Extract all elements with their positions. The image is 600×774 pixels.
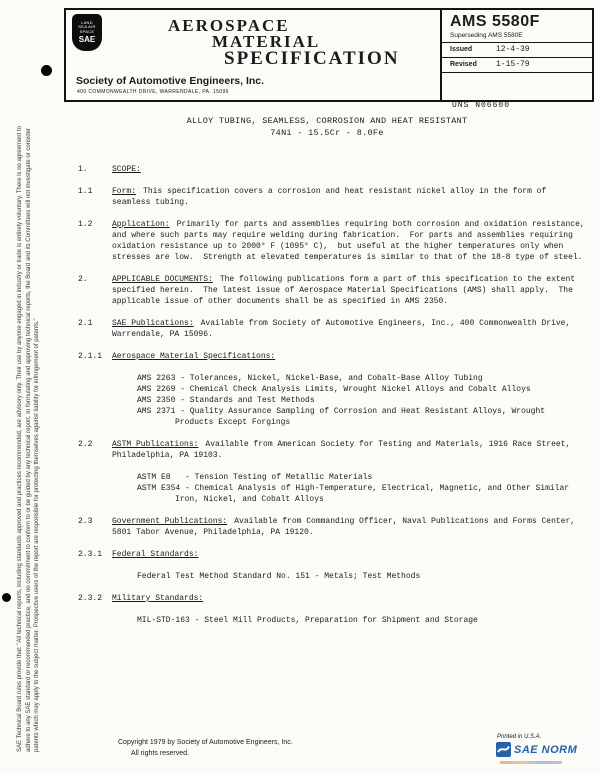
doc-number: AMS 5580F bbox=[450, 13, 540, 30]
section-label: ASTM Publications: bbox=[112, 440, 199, 449]
section-text: Available from American Society for Testing and Materials, 1916 Race Street, Philadelphia, PA 19103. bbox=[112, 440, 576, 460]
header-title-line2: MATERIAL bbox=[212, 32, 321, 51]
section-label: Federal Standards: bbox=[112, 550, 199, 559]
section-text: The following publications form a part of this specification to the extent specified herein. The latest issue of Aerospace Material Specifications (AMS) shall apply. The applicable issue of other documents shall be as specified in AMS 2350. bbox=[112, 275, 580, 306]
section-body bbox=[112, 549, 588, 582]
sae-norm-wordmark: SAE NORM bbox=[514, 743, 578, 756]
section-body bbox=[112, 219, 588, 263]
section-items bbox=[137, 615, 588, 626]
section bbox=[78, 549, 588, 582]
section-text: Primarily for parts and assemblies requiring both corrosion and oxidation resistance, and where such parts may require welding during fabrication. For parts and assemblies requiring oxidation resistance up to 2000° F (1095° C), but useful at the higher temperatures only when stresses are low. Strength at elevated temperatures is similar to that of the 18-8 type of steel. bbox=[112, 220, 590, 262]
revised-row bbox=[442, 58, 592, 73]
section-body bbox=[112, 351, 588, 428]
header-title-line1: AEROSPACE bbox=[168, 16, 290, 35]
list-item: Federal Test Method Standard No. 151 - Metals; Test Methods bbox=[137, 572, 421, 581]
document-title bbox=[64, 115, 590, 139]
section bbox=[78, 219, 588, 263]
section-number: 1.2 bbox=[78, 220, 93, 229]
revised-date: 1-15-79 bbox=[496, 60, 530, 69]
superseding-note: Superseding AMS 5580E bbox=[442, 31, 592, 43]
section-label: Form: bbox=[112, 187, 137, 196]
section-items bbox=[137, 571, 588, 582]
section-number: 1. bbox=[78, 165, 88, 174]
list-item: AMS 2371 - Quality Assurance Sampling of Corrosion and Heat Resistant Alloys, Wrought Products Except Forgings bbox=[137, 407, 550, 427]
section-number: 1.1 bbox=[78, 187, 93, 196]
section-body bbox=[112, 439, 588, 505]
header-main bbox=[66, 10, 440, 100]
document-title-line2: 74Ni - 15.5Cr - 8.0Fe bbox=[270, 128, 384, 138]
section-label: SAE Publications: bbox=[112, 319, 194, 328]
left-margin-disclaimer: SAE Technical Board rules provide that: "All technical reports, including standards approved and practices recommended, are advisory only. Their use by anyone engaged in industry or trade is entirely voluntary. There is no agreement to adhere to any SAE standard or recommended practice, and no commitment to conform to or be guided by any technical report. In formulating and approving technical reports, the Board and its Committees will not investigate or consider patents which may apply to the subject matter. Prospective users of the report are responsible for protecting themselves against liability for infringement of patents." bbox=[17, 126, 40, 752]
section bbox=[78, 186, 588, 208]
hole-punch bbox=[2, 593, 11, 602]
header-right-column bbox=[440, 10, 592, 100]
section-label: Government Publications: bbox=[112, 517, 228, 526]
org-name: Society of Automotive Engineers, Inc. bbox=[76, 75, 265, 87]
issued-date: 12-4-39 bbox=[496, 45, 530, 54]
sae-norm-subtext bbox=[500, 761, 562, 764]
section-text: Available from Society of Automotive Engineers, Inc., 400 Commonwealth Drive, Warrendale, PA 15096. bbox=[112, 319, 576, 339]
list-item: AMS 2263 - Tolerances, Nickel, Nickel-Base, and Cobalt-Base Alloy Tubing bbox=[137, 374, 483, 383]
org-address: 400 COMMONWEALTH DRIVE, WARRENDALE, PA. 15096 bbox=[77, 89, 229, 95]
section-body bbox=[112, 593, 588, 626]
section-number: 2. bbox=[78, 275, 88, 284]
document-title-line1: ALLOY TUBING, SEAMLESS, CORROSION AND HEAT RESISTANT bbox=[186, 116, 468, 126]
hole-punch bbox=[41, 65, 52, 76]
section-number: 2.3.1 bbox=[78, 550, 103, 559]
section bbox=[78, 439, 588, 505]
section-body bbox=[112, 164, 588, 175]
list-item: MIL-STD-163 - Steel Mill Products, Preparation for Shipment and Storage bbox=[137, 616, 478, 625]
list-item: ASTM E354 - Chemical Analysis of High-Temperature, Electrical, Magnetic, and Other Similar Iron, Nickel, and Cobalt Alloys bbox=[137, 484, 574, 504]
revised-label: Revised bbox=[450, 61, 477, 68]
list-item: ASTM E8 - Tension Testing of Metallic Materials bbox=[137, 473, 373, 482]
section-number: 2.1.1 bbox=[78, 352, 103, 361]
list-item: AMS 2269 - Chemical Check Analysis Limits, Wrought Nickel Alloys and Cobalt Alloys bbox=[137, 385, 531, 394]
uns-number: UNS N06600 bbox=[452, 101, 511, 110]
section-number: 2.1 bbox=[78, 319, 93, 328]
section-label: SCOPE: bbox=[112, 165, 141, 174]
section-items bbox=[137, 472, 588, 505]
sae-norm-emblem-icon bbox=[496, 742, 511, 757]
section-label: Military Standards: bbox=[112, 594, 204, 603]
section bbox=[78, 164, 588, 175]
section bbox=[78, 516, 588, 538]
section bbox=[78, 318, 588, 340]
list-item: AMS 2350 - Standards and Test Methods bbox=[137, 396, 315, 405]
sae-logo-icon bbox=[72, 14, 102, 51]
section-text: Available from Commanding Officer, Naval Publications and Forms Center, 5801 Tabor Avenue, Philadelphia, PA 19120. bbox=[112, 517, 580, 537]
body-sections bbox=[78, 164, 588, 637]
section-number: 2.3 bbox=[78, 517, 93, 526]
header-title-line3: SPECIFICATION bbox=[224, 48, 400, 69]
section-body bbox=[112, 516, 588, 538]
header-box bbox=[64, 8, 594, 102]
section-label: Application: bbox=[112, 220, 170, 229]
section-label: APPLICABLE DOCUMENTS: bbox=[112, 275, 213, 284]
section-label: Aerospace Material Specifications: bbox=[112, 352, 276, 361]
section-number: 2.2 bbox=[78, 440, 93, 449]
section-number: 2.3.2 bbox=[78, 594, 103, 603]
section-items bbox=[137, 373, 588, 428]
section-text: This specification covers a corrosion and heat resistant nickel alloy in the form of seamless tubing. bbox=[112, 187, 552, 207]
section-body bbox=[112, 186, 588, 208]
sae-logo-motto: LAND SEA AIR SPACE bbox=[78, 19, 96, 34]
sae-logo-text: SAE bbox=[78, 35, 96, 45]
rights-line: All rights reserved. bbox=[131, 750, 189, 757]
section-body bbox=[112, 318, 588, 340]
sae-norm-logo bbox=[496, 742, 577, 757]
section-body bbox=[112, 274, 588, 307]
issued-label: Issued bbox=[450, 46, 473, 53]
section bbox=[78, 351, 588, 428]
copyright-line: Copyright 1979 by Society of Automotive Engineers, Inc. bbox=[118, 739, 293, 746]
issued-row bbox=[442, 43, 592, 58]
section bbox=[78, 274, 588, 307]
section bbox=[78, 593, 588, 626]
printed-in-usa: Printed in U.S.A. bbox=[497, 734, 542, 740]
